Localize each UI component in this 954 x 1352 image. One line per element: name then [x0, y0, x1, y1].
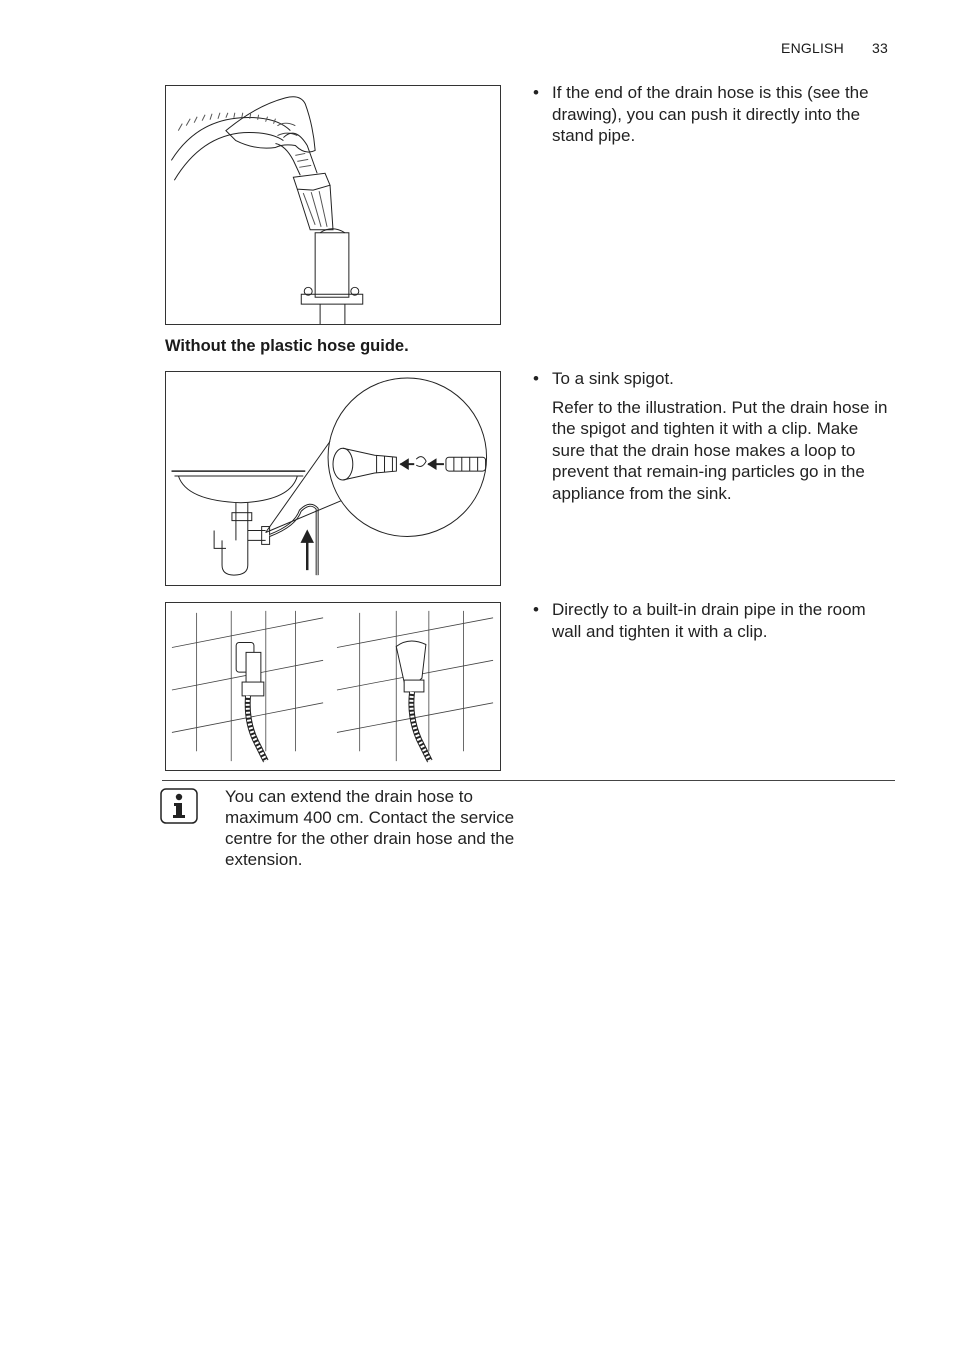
stand-pipe-illustration	[165, 85, 501, 325]
info-note: You can extend the drain hose to maximum 400 cm. Contact the service centre for the other drain hose and the extension.	[225, 787, 515, 869]
divider	[162, 780, 895, 781]
bullet-item: • To a sink spigot.	[533, 368, 888, 390]
instruction-sink-spigot	[533, 368, 888, 504]
header-language: ENGLISH	[781, 40, 844, 56]
sink-spigot-illustration	[165, 371, 501, 586]
instruction-stand-pipe	[533, 82, 888, 147]
wall-drain-illustration	[165, 602, 501, 771]
page-number: 33	[872, 40, 888, 56]
page-header	[781, 40, 888, 56]
instruction-wall-drain	[533, 599, 888, 642]
bullet-item: • Directly to a built-in drain pipe in the room wall and tighten it with a clip.	[533, 599, 888, 642]
section-heading: Without the plastic hose guide.	[165, 337, 409, 355]
bullet-item: • If the end of the drain hose is this (see the drawing), you can push it directly into the stand pipe.	[533, 82, 888, 147]
info-icon	[160, 788, 198, 824]
instruction-paragraph: Refer to the illustration. Put the drain hose in the spigot and tighten it with a clip. Make sure that the drain hose makes a loop to prevent that remain-ing particles go in the appliance from the sink.	[552, 397, 888, 503]
